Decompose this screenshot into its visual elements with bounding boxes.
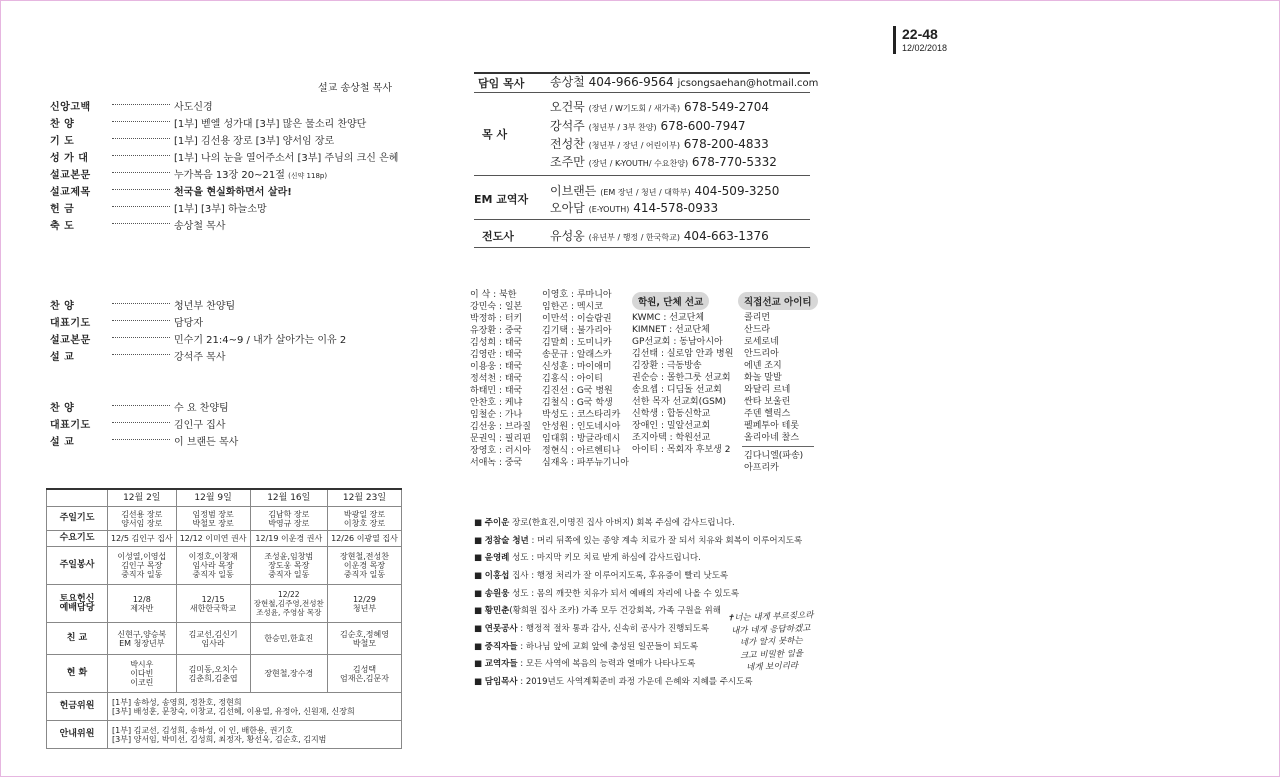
direct-missions-extra: 김다니엘(파송) 아프리카 [744,451,804,473]
program-row: 대표기도 김인구 집사 [50,420,226,431]
direct-missions-title: 직접선교 아이티 [738,292,818,310]
table-row: 안내위원 [1부] 김교선, 김성희, 송하성, 이 인, 배한용, 권기호 [3부] 양서임, 박미선, 김성희, 최정자, 황선욱, 김순호, 김지범 [47,721,402,749]
program-row: 설교제목 천국을 현실화하면서 살라! [50,187,292,198]
evangelist-label: 전도사 [482,230,514,243]
list-item: ■ 연못공사 : 행정적 절차 통과 감사, 신속히 공사가 진행되도록 [474,624,709,634]
pastor-entry: 강석주 (청년부 / 3부 찬양) 678-600-7947 [550,119,746,133]
list-item: ■ 주이운 장로(한효진,이명진 집사 아버지) 회복 주심에 감사드립니다. [474,518,735,528]
program-row: 찬 양 [1부] 벧엘 성가대 [3부] 많은 물소리 찬양단 [50,119,367,130]
schedule-table: 12월 2일 12월 9일 12월 16일 12월 23일 주일기도 김선용 장로 양서임 장로 임정범 장로 박철모 장로 김남학 장로 박영규 장로 박광일 장로 이창호 장로 수요기도 12/5 김인구 집사 12/12 이미연 권사 12/19 이운경 권사 12/26 이광열 집사 주일봉사 이성열,이영섭 김인구 목장 중직자 일동 이정호,이창재 임사라 목장 중직자 일동 조성윤,임창범 장도웅 목장 중직자 일동 장현철,전성찬 이운경 목장 중직자 일동 토요헌신 예배담당 12/8 제자반 12/15 새한한국학교 12/22 장현철,김주영,전성찬 조성윤, 주영삼 목장 12/29 청년부 친 교 신현구,양승복 EM 청장년부 김교선,김신기 임사라 한승민,한효진 김순호,정혜영 박철모 현 화 박시우 이다빈 이코린 김미동,오치수 김춘희,김춘엽 장현철,장수경 김성택 엄재은,김문자 헌금위원 [1부] 송하성, 송영희, 정찬호, 정현희 [3부] 배성훈, 문창숙, 이창교, 김선혜, 이용열, 유정아, 신원재, 신장희 안내위원 [1부] 김교선, 김성희, 송하성, 이 인, 배한용, 권기호 [3부] 양서임, 박미선, 김성희, 최정자, 황선욱, 김순호, 김지범 [46,488,402,749]
issue-info [893,26,947,54]
table-row: 토요헌신 예배담당 12/8 제자반 12/15 새한한국학교 12/22 장현철,김주영,전성찬 조성윤, 주영삼 목장 12/29 청년부 [47,585,402,623]
pastor-entry: 오건묵 (장년 / W기도회 / 새가족) 678-549-2704 [550,100,769,114]
missionary-list-2: 이영호 : 루마니아 임한곤 : 멕시코 이만석 : 이슬람권 김기택 : 불가리아 김말희 : 도미니카 송문규 : 알래스카 신성훈 : 마이애미 김홍식 : 아이티 김진선 : G국 병원 김철식 : G국 학생 박성도 : 코스타리카 안성원 : 인도네시아 임대휘 : 방글라데시 정현식 : 아르헨티나 심재옥 : 파푸뉴기니아 [542,290,630,468]
program-row: 성 가 대 [1부] 나의 눈을 열어주소서 [3부] 주님의 크신 은혜 [50,153,399,164]
em-entry: 이브랜든 (EM 장년 / 청년 / 대학부) 404-509-3250 [550,184,780,198]
program-row: 설교본문 누가복음 13장 20~21절 (신약 118p) [50,170,328,181]
pastor-entry: 전성찬 (청년부 / 장년 / 어린이부) 678-200-4833 [550,137,769,151]
issue-date: 12/02/2018 [902,43,948,53]
list-item: ■ 윤영례 성도 : 마지막 키모 치료 받게 하심에 감사드립니다. [474,553,701,563]
table-row: 수요기도 12/5 김인구 집사 12/12 이미연 권사 12/19 이운경 권사 12/26 이광열 집사 [47,531,402,547]
em-label: EM 교역자 [474,193,529,206]
program-row: 설교본문 민수기 21:4~9 / 내가 살아가는 이유 2 [50,335,347,346]
em-entry: 오아담 (E-YOUTH) 414-578-0933 [550,201,719,215]
list-item: ■ 이홍섭 집사 : 행정 처리가 잘 이루어지도록, 후유증이 빨리 낫도록 [474,571,729,581]
program-row: 헌 금 [1부] [3부] 하늘소망 [50,204,267,215]
pastors-label: 목 사 [482,128,508,141]
program-row: 대표기도 담당자 [50,318,203,329]
direct-missions-list: 콜리먼 산드라 로세로네 안드리아 에넨 조지 화놀 말발 와달리 르네 싼타 보울린 주덴 헬릭스 펠페투아 테롯 올리아네 찰스 [744,313,800,443]
program-row: 신앙고백 사도신경 [50,102,213,113]
senior-pastor: 송상철 404-966-9564 jcsongsaehan@hotmail.com [550,75,819,89]
table-row: 주일봉사 이성열,이영섭 김인구 목장 중직자 일동 이정호,이창재 임사라 목장 중직자 일동 조성윤,임창범 장도웅 목장 중직자 일동 장현철,전성찬 이운경 목장 중직자 일동 [47,547,402,585]
program-row: 찬 양 청년부 찬양팀 [50,301,236,312]
pastor-entry: 조주만 (장년 / K-YOUTH/ 수요찬양) 678-770-5332 [550,155,777,169]
table-row: 현 화 박시우 이다빈 이코린 김미동,오치수 김춘희,김춘엽 장현철,장수경 김성택 엄재은,김문자 [47,655,402,693]
program-row: 설 교 이 브랜든 목사 [50,437,239,448]
list-item: ■ 송원웅 성도 : 몸의 깨끗한 치유가 되서 예배의 자리에 나올 수 있도록 [474,589,740,599]
list-item: ■ 중직자들 : 하나님 앞에 교회 앞에 충성된 일꾼들이 되도록 [474,642,699,652]
org-missions-title: 학원, 단체 선교 [632,292,709,310]
table-row: 주일기도 김선용 장로 양서임 장로 임정범 장로 박철모 장로 김남학 장로 박영규 장로 박광일 장로 이창호 장로 [47,507,402,531]
missionary-list-1: 이 삭 : 북한 강민숙 : 일본 박정하 : 터키 유장환 : 중국 김성희 : 태국 김영란 : 태국 이용웅 : 태국 정석천 : 태국 하태민 : 태국 안찬호 : 케냐 임철순 : 가나 김선웅 : 브라질 문권익 : 필리핀 장영호 : 러시아 서애녹 : 중국 [470,290,531,468]
list-item: ■ 황민춘(황희원 집사 조카) 가족 모두 건강회복, 가족 구원을 위해 [474,606,721,616]
program-row: 설 교 강석주 목사 [50,352,226,363]
program-row: 찬 양 수 요 찬양팀 [50,403,229,414]
list-item: ■ 담임목사 : 2019년도 사역계획준비 과정 가운데 은혜와 지혜를 주시도록 [474,677,753,687]
evangelist-entry: 유성옹 (유년부 / 행정 / 한국학교) 404-663-1376 [550,229,769,243]
table-row: 헌금위원 [1부] 송하성, 송영희, 정찬호, 정현희 [3부] 배성훈, 문창숙, 이창교, 김선혜, 이용열, 유정아, 신원재, 신장희 [47,693,402,721]
issue-number: 22-48 [902,26,938,42]
senior-pastor-label: 담임 목사 [478,77,525,90]
sermon-by: 설교 송상철 목사 [318,83,392,94]
program-row: 축 도 송상철 목사 [50,221,226,232]
program-row: 기 도 [1부] 김선용 장로 [3부] 양서임 장로 [50,136,335,147]
table-row: 친 교 신현구,양승복 EM 청장년부 김교선,김신기 임사라 한승민,한효진 김순호,정혜영 박철모 [47,623,402,655]
handwritten-verse: ✝너는 내게 부르짖으라 내가 네게 응답하겠고 네가 알지 못하는 크고 비밀한 일을 네게 보이리라 [726,610,814,673]
list-item: ■ 교역자들 : 모든 사역에 복음의 능력과 열매가 나타나도록 [474,659,696,669]
list-item: ■ 정참술 청년 : 머리 뒤쪽에 있는 종양 계속 치료가 잘 되서 치유와 회복이 이루어지도록 [474,536,803,546]
org-missions-list: KWMC : 선교단체 KIMNET : 선교단체 GP선교회 : 동남아시아 김선태 : 실로암 안과 병원 김장환 : 극동방송 권순승 : 몰한그룻 선교회 송요셉 : 디딤돌 선교회 선한 목자 선교회(GSM) 신학생 : 합동신학교 장애인 : 밀알선교회 조지아텍 : 학원선교 아이티 : 목회자 후보생 2 [632,313,734,455]
